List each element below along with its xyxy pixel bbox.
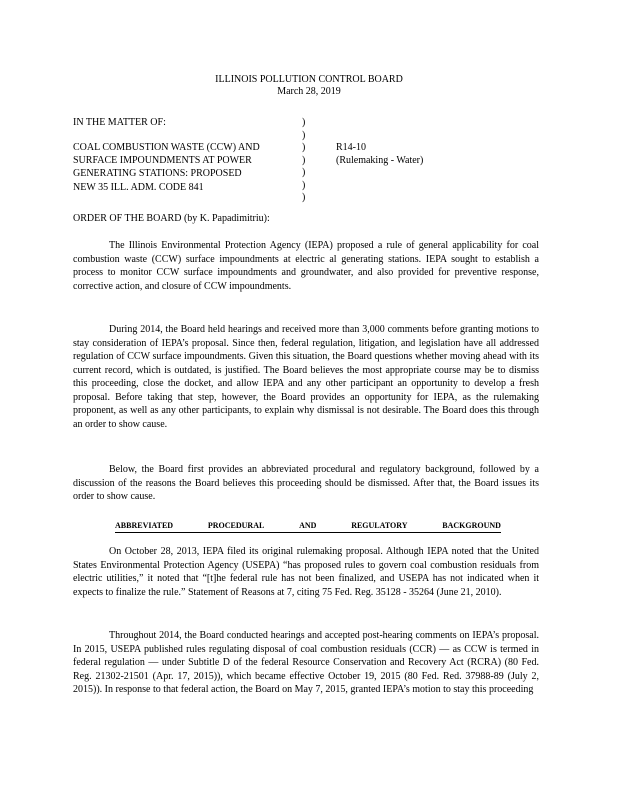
paren: ) — [302, 142, 306, 153]
paren: ) — [302, 179, 306, 191]
heading-word: PROCEDURAL — [207, 521, 265, 530]
paren: ) — [302, 192, 306, 203]
board-name: ILLINOIS POLLUTION CONTROL BOARD — [215, 74, 403, 85]
paragraph-text: The Illinois Environmental Protection Agency (IEPA) proposed a rule of general applicability for coal combustion waste (CCW) surface impoundments at electric al generating stations. IEPA sought to establish a process to monitor CCW surface impoundments and groundwater, and also provided for preventive response, corrective action, and closure of CCW impoundments. — [73, 240, 539, 292]
caption-line-4: NEW 35 ILL. ADM. CODE 841 — [73, 182, 204, 193]
caption-line-1: COAL COMBUSTION WASTE (CCW) AND — [73, 142, 260, 153]
docket-number: R14-10 — [336, 142, 366, 153]
order-date: March 28, 2019 — [277, 86, 341, 97]
caption-parentheses — [302, 117, 305, 205]
caption-line-2: SURFACE IMPOUNDMENTS AT POWER — [73, 155, 252, 166]
paragraph-2 — [73, 323, 539, 431]
paragraph-5 — [73, 629, 539, 697]
paren: ) — [302, 154, 306, 166]
paragraph-4 — [73, 545, 539, 599]
paren: ) — [302, 167, 306, 178]
paragraph-text: Below, the Board first provides an abbreviated procedural and regulatory background, followed by a discussion of the reasons the Board believes this proceeding should be dismissed. After that, the Board issues its order to show cause. — [73, 464, 539, 502]
paren: ) — [302, 129, 306, 141]
heading-word: BACKGROUND — [442, 521, 501, 530]
heading-word: ABBREVIATED — [115, 521, 174, 530]
order-line: ORDER OF THE BOARD (by K. Papadimitriu): — [73, 213, 270, 224]
paragraph-text: On October 28, 2013, IEPA filed its original rulemaking proposal. Although IEPA noted that the United States Environmental Protection Agency (USEPA) “has proposed rules to govern coal combustion residuals from electric utilities,” it noted that “[t]he federal rule has not been finalized, and USEPA has not indicated when it expects to finalize the rule.” Statement of Reasons at 7, citing 75 Fed. Reg. 35128 - 35264 (June 21, 2010). — [73, 546, 539, 598]
section-heading — [115, 521, 501, 533]
in-the-matter: IN THE MATTER OF: — [73, 117, 166, 128]
paren: ) — [302, 117, 306, 128]
paragraph-text: During 2014, the Board held hearings and received more than 3,000 comments before granting motions to stay consideration of IEPA’s proposal. Since then, federal regulation, litigation, and legislation have all addressed regulation of CCW surface impoundments. Given this situation, the Board questions whether moving ahead with its current record, which is outdated, is justified. The Board believes the most appropriate course may be to dismiss this proceeding, close the docket, and allow IEPA and any other participant an opportunity to develop a fresh proposal. Before taking that step, however, the Board provides an opportunity for IEPA, as the rulemaking proponent, as well as any other participants, to explain why dismissal is not desirable. The Board does this through an order to show cause. — [73, 324, 539, 430]
docket-type: (Rulemaking - Water) — [336, 155, 424, 166]
heading-word: AND — [299, 521, 317, 530]
paragraph-3 — [73, 463, 539, 504]
heading-word: REGULATORY — [351, 521, 408, 530]
paragraph-1 — [73, 239, 539, 293]
paragraph-text: Throughout 2014, the Board conducted hearings and accepted post-hearing comments on IEPA’s proposal. In 2015, USEPA published rules regulating disposal of coal combustion residuals (CCR) — as CCW is termed in federal regulation — under Subtitle D of the federal Resource Conservation and Recovery Act (RCRA) (80 Fed. Reg. 21302-21501 (Apr. 17, 2015)), which became effective October 19, 2015 (80 Fed. Red. 37988-89 (July 2, 2015)). In response to that federal action, the Board on May 7, 2015, granted IEPA’s motion to stay this proceeding — [73, 630, 539, 695]
caption-line-3: GENERATING STATIONS: PROPOSED — [73, 168, 242, 179]
